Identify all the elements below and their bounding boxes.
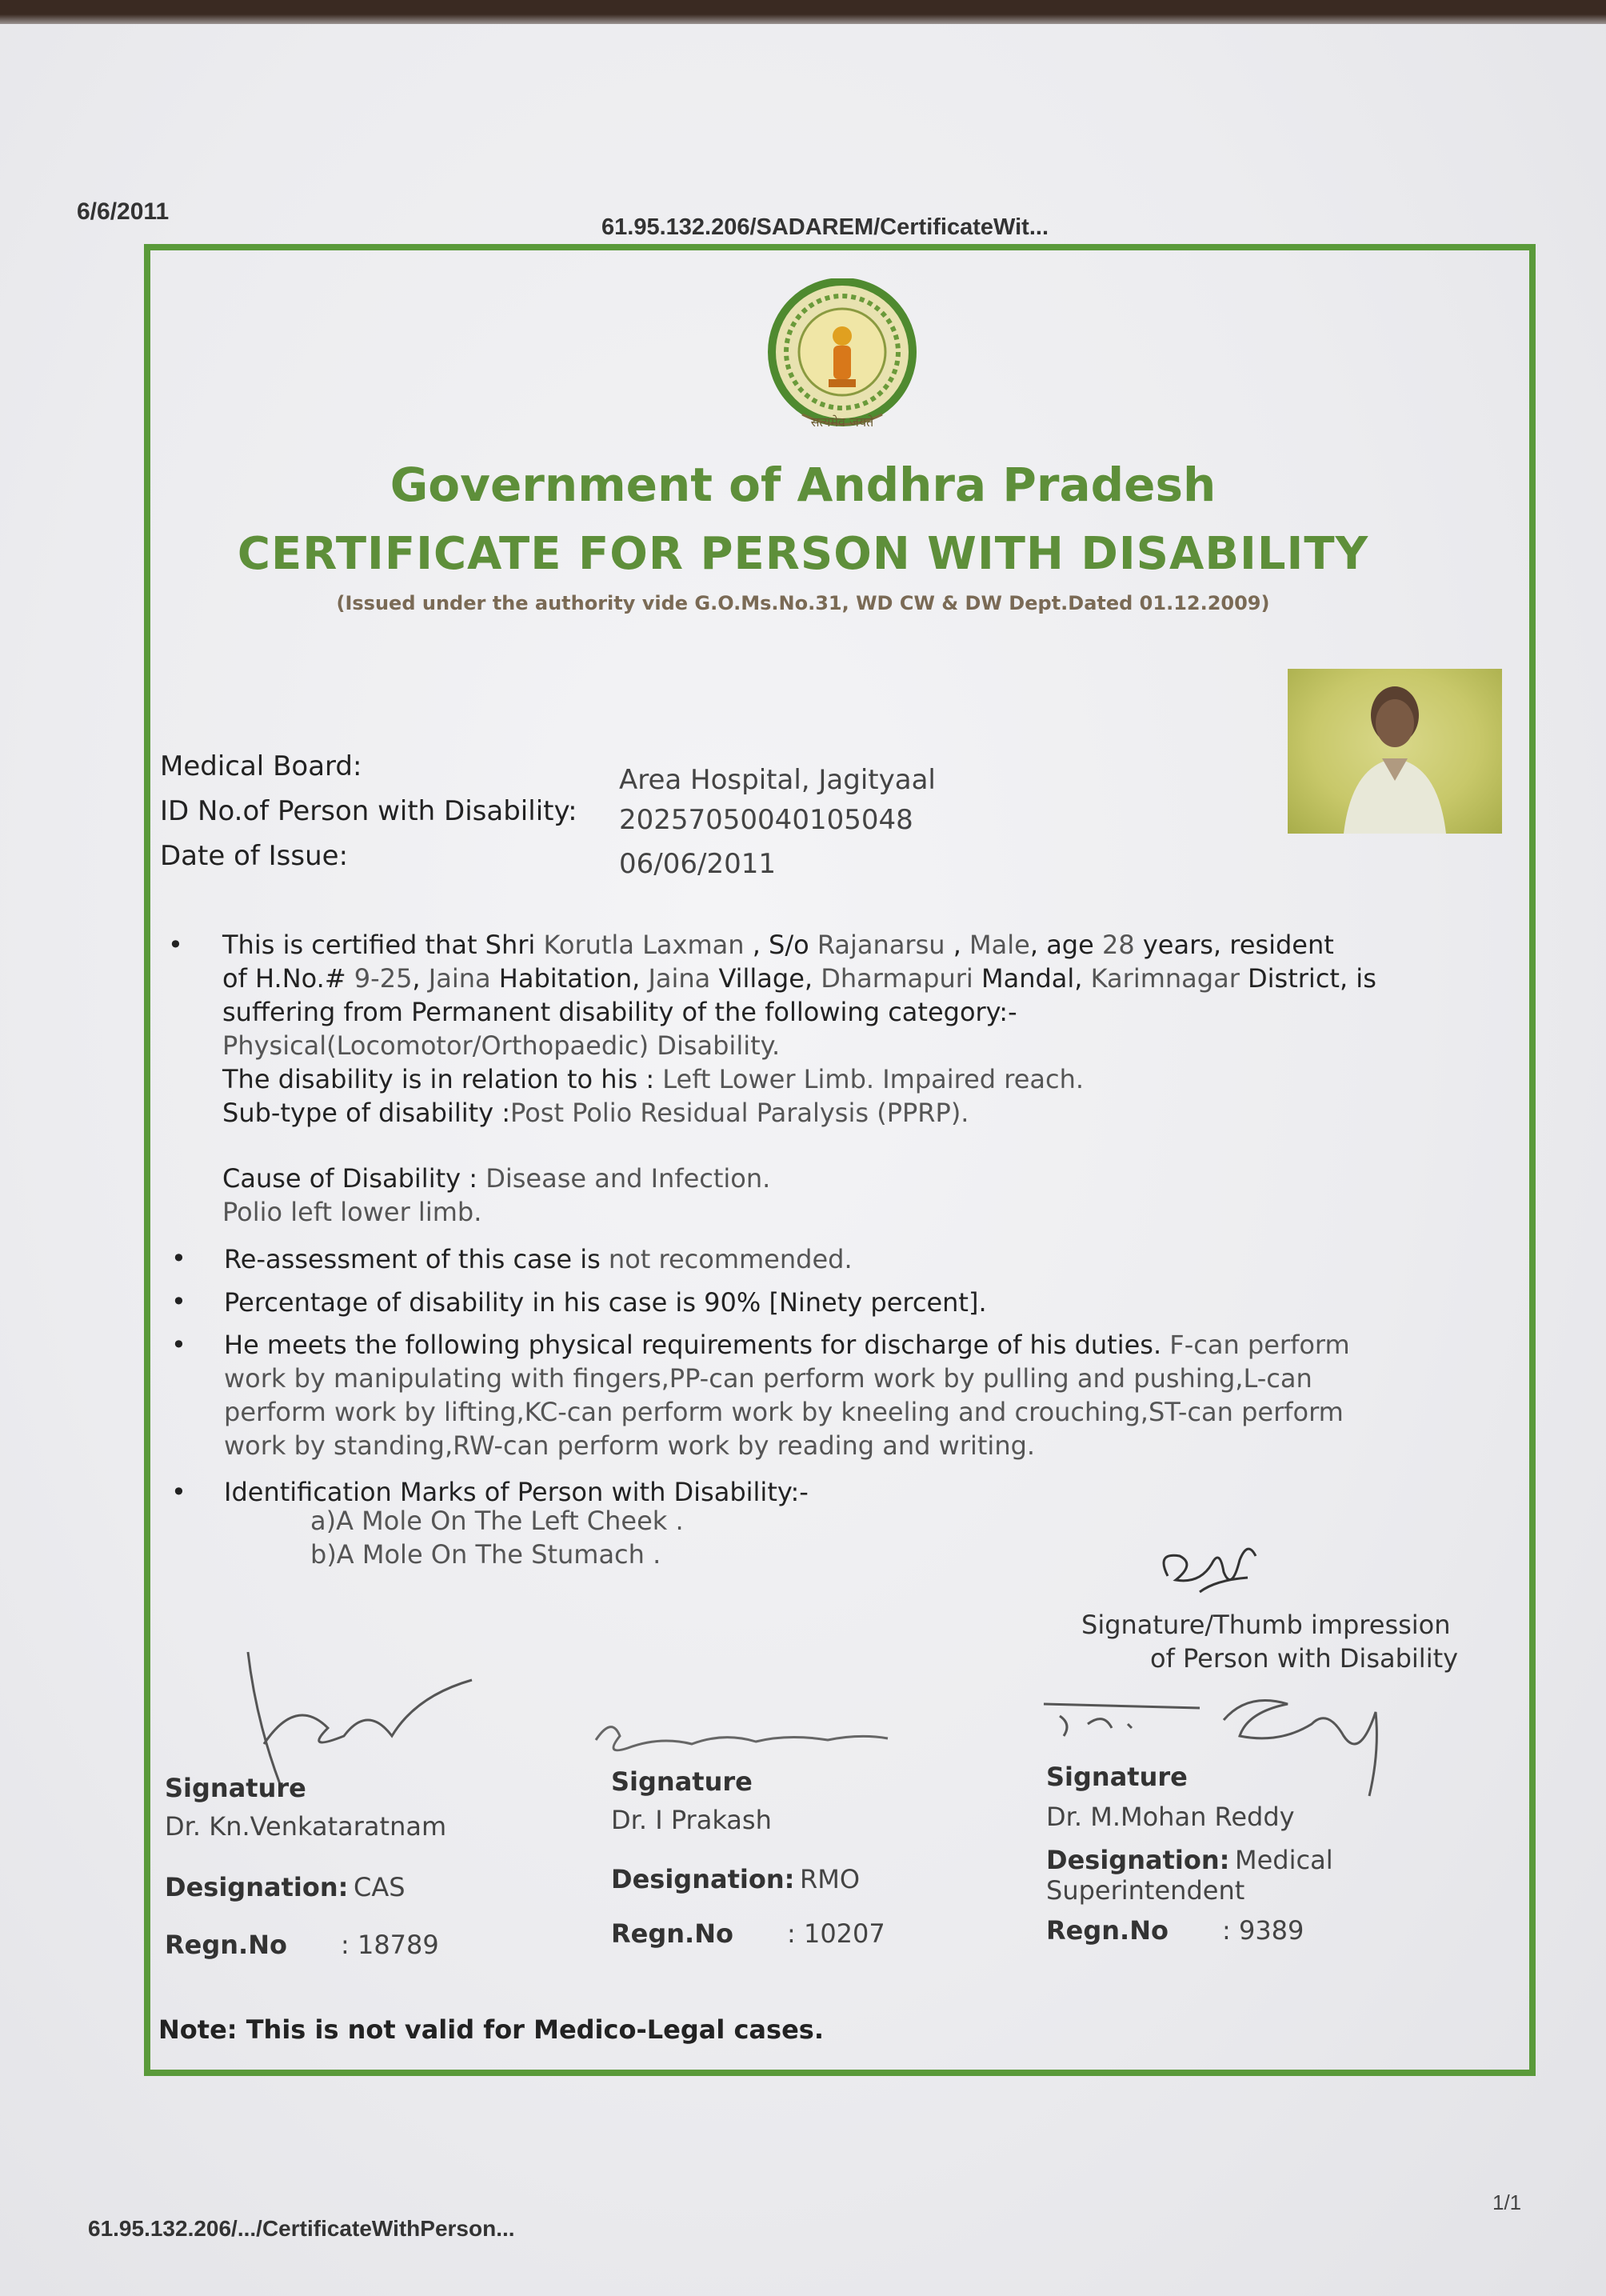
signatory-1-regn-label: Regn.No [165, 1930, 287, 1960]
gender: Male [969, 930, 1030, 960]
percentage-line: Percentage of disability in his case is 90% [Ninety percent]. [224, 1287, 987, 1318]
age: 28 [1101, 930, 1135, 960]
bullet-1: • [168, 930, 183, 960]
andhra-pradesh-emblem-icon [766, 278, 918, 446]
signatory-2-regn-label: Regn.No [611, 1918, 733, 1949]
signatory-2-name: Dr. I Prakash [611, 1805, 772, 1835]
father-name: Rajanarsu [817, 930, 945, 960]
bullet-5: • [171, 1477, 186, 1507]
signatory-3-regn: : 9389 [1222, 1915, 1304, 1946]
person-signature-label-1: Signature/Thumb impression [1081, 1610, 1451, 1640]
signatory-3-regn-label: Regn.No [1046, 1915, 1169, 1946]
person-signature [1152, 1536, 1272, 1608]
id-value: 20257050040105048 [619, 804, 913, 836]
signatory-2-signature-label: Signature [611, 1766, 753, 1797]
issue-date-value: 06/06/2011 [619, 848, 776, 880]
reassessment-line: Re-assessment of this case is not recommended. [224, 1244, 853, 1274]
print-url: 61.95.132.206/SADAREM/CertificateWit... [601, 214, 1049, 240]
requirements-paragraph: He meets the following physical requirements for discharge of his duties. F-can perform work by manipulating with fingers,PP-can perform work by pulling and pushing,L-can perform work by lifting,KC-can perform work by kneeling and crouching,ST-can perform work by standing,RW-can perform work by reading and writing. [224, 1330, 1350, 1461]
doctor-1-signature [232, 1648, 488, 1792]
emblem-motto: सत्यमेव जयते [810, 414, 874, 430]
bullet-3: • [171, 1286, 186, 1317]
issue-date-label: Date of Issue: [160, 840, 349, 872]
person-photo [1288, 669, 1502, 834]
medical-board-value: Area Hospital, Jagityaal [619, 764, 936, 796]
signatory-2-regn: : 10207 [787, 1918, 885, 1949]
signatory-2-designation: RMO [800, 1864, 861, 1894]
certification-paragraph: This is certified that Shri Korutla Laxman , S/o Rajanarsu , Male, age 28 years, resident of H.No.# 9-25, Jaina Habitation, Jaina Village, Dharmapuri Mandal, Karimnagar District, is suffering from Permanent disability of the following category:- Physical(Locomotor/Orthopaedic) Disability. The disability is in relation to his : Left Lower Limb. Impaired reach. Sub-type of disability :Post Polio Residual Paralysis (PPRP). Cause of Disability : Disease and Infection. Polio left lower limb. [222, 928, 1518, 1229]
bullet-4: • [171, 1330, 186, 1360]
identification-mark-a: a)A Mole On The Left Cheek . [310, 1506, 684, 1536]
signatory-3-designation-label: Designation: [1046, 1845, 1230, 1875]
doctor-2-signature [588, 1716, 892, 1764]
disability-category: Physical(Locomotor/Orthopaedic) Disability. [222, 1030, 781, 1061]
signatory-1-name: Dr. Kn.Venkataratnam [165, 1811, 447, 1842]
bullet-2: • [171, 1243, 186, 1274]
validity-note: Note: This is not valid for Medico-Legal cases. [158, 2014, 824, 2045]
signatory-1-designation-label: Designation: [165, 1872, 349, 1902]
identification-mark-b: b)A Mole On The Stumach . [310, 1539, 661, 1570]
footer-url: 61.95.132.206/.../CertificateWithPerson... [88, 2216, 515, 2241]
print-date: 6/6/2011 [77, 198, 170, 225]
footer-page-number: 1/1 [1492, 2190, 1522, 2214]
certificate-title: CERTIFICATE FOR PERSON WITH DISABILITY [237, 528, 1369, 580]
signatory-1-regn: : 18789 [341, 1930, 439, 1960]
signatory-3-designation-line2: Superintendent [1046, 1875, 1245, 1906]
signatory-3-designation: Medical [1235, 1845, 1333, 1875]
government-title: Government of Andhra Pradesh [390, 458, 1216, 512]
signatory-1-signature-label: Signature [165, 1773, 306, 1803]
authority-subtitle: (Issued under the authority vide G.O.Ms.No.31, WD CW & DW Dept.Dated 01.12.2009) [336, 592, 1270, 614]
signatory-1-designation: CAS [354, 1872, 405, 1902]
person-name: Korutla Laxman [543, 930, 745, 960]
signatory-3-name: Dr. M.Mohan Reddy [1046, 1802, 1295, 1832]
person-signature-label-2: of Person with Disability [1150, 1643, 1459, 1674]
id-label: ID No.of Person with Disability: [160, 795, 577, 827]
medical-board-label: Medical Board: [160, 750, 362, 782]
identification-marks-label: Identification Marks of Person with Disability:- [224, 1477, 809, 1507]
signatory-2-designation-label: Designation: [611, 1864, 795, 1894]
signatory-3-signature-label: Signature [1046, 1762, 1188, 1792]
